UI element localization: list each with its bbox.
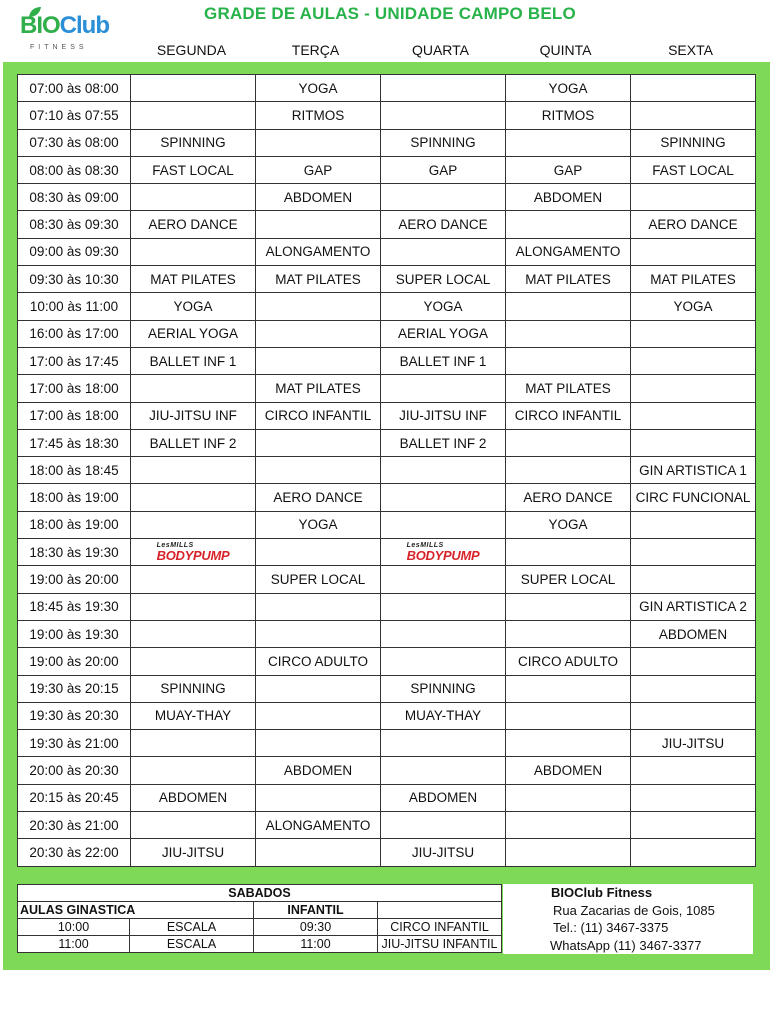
saturday-cell: 11:00 <box>18 936 130 953</box>
class-cell <box>631 429 756 456</box>
schedule-row <box>18 184 756 211</box>
class-cell <box>381 184 506 211</box>
schedule-row <box>18 211 756 238</box>
class-cell <box>131 730 256 757</box>
bodypump-logo <box>131 539 256 566</box>
class-cell <box>381 593 506 620</box>
lesmills-bodypump-logo <box>407 542 480 562</box>
class-cell <box>381 375 506 402</box>
schedule-row <box>18 730 756 757</box>
class-cell: ABDOMEN <box>506 184 631 211</box>
class-cell: AERO DANCE <box>256 484 381 511</box>
class-cell: BALLET INF 2 <box>381 429 506 456</box>
class-cell: ABDOMEN <box>381 784 506 811</box>
time-slot: 07:10 às 07:55 <box>18 102 131 129</box>
saturday-cell: ESCALA <box>130 936 254 953</box>
class-cell <box>131 484 256 511</box>
schedule-row <box>18 347 756 374</box>
class-cell: JIU-JITSU INF <box>131 402 256 429</box>
page-title: GRADE DE AULAS - UNIDADE CAMPO BELO <box>204 4 576 23</box>
class-cell: SUPER LOCAL <box>381 266 506 293</box>
day-header-thursday: QUINTA <box>539 42 592 58</box>
class-cell <box>131 102 256 129</box>
schedule-row <box>18 429 756 456</box>
class-cell <box>381 511 506 538</box>
class-cell: GAP <box>256 156 381 183</box>
time-slot: 20:00 às 20:30 <box>18 757 131 784</box>
time-slot: 08:30 às 09:30 <box>18 211 131 238</box>
day-header-monday: SEGUNDA <box>156 42 227 58</box>
class-cell: YOGA <box>506 511 631 538</box>
class-cell: AERO DANCE <box>506 484 631 511</box>
class-cell <box>381 648 506 675</box>
time-slot: 19:00 às 19:30 <box>18 620 131 647</box>
class-cell <box>131 238 256 265</box>
class-cell <box>256 211 381 238</box>
class-cell <box>506 457 631 484</box>
class-cell <box>506 784 631 811</box>
bodypump-program: BODYPUMP <box>406 548 480 564</box>
schedule-row <box>18 156 756 183</box>
saturday-gym-header: AULAS GINASTICA <box>18 902 254 919</box>
time-slot: 10:00 às 11:00 <box>18 293 131 320</box>
contact-whatsapp: WhatsApp (11) 3467-3377 <box>550 937 702 953</box>
schedule-row <box>18 620 756 647</box>
class-cell: MAT PILATES <box>506 375 631 402</box>
class-cell <box>256 320 381 347</box>
logo-subtitle: FITNESS <box>30 44 88 51</box>
class-cell <box>631 402 756 429</box>
saturday-title: SABADOS <box>18 885 502 902</box>
class-cell <box>506 702 631 729</box>
schedule-row <box>18 102 756 129</box>
saturday-kids-header: INFANTIL <box>254 902 378 919</box>
class-cell: YOGA <box>131 293 256 320</box>
class-cell <box>506 730 631 757</box>
day-headers <box>0 42 773 60</box>
class-cell: SUPER LOCAL <box>506 566 631 593</box>
class-cell: CIRCO ADULTO <box>506 648 631 675</box>
class-cell: GAP <box>381 156 506 183</box>
class-cell <box>381 75 506 102</box>
class-cell: ABDOMEN <box>131 784 256 811</box>
time-slot: 17:00 às 18:00 <box>18 375 131 402</box>
class-cell <box>131 566 256 593</box>
saturday-table <box>17 884 502 953</box>
class-cell <box>131 757 256 784</box>
time-slot: 16:00 às 17:00 <box>18 320 131 347</box>
class-cell <box>506 320 631 347</box>
class-cell: BALLET INF 2 <box>131 429 256 456</box>
class-cell: SPINNING <box>131 129 256 156</box>
class-cell: SPINNING <box>631 129 756 156</box>
saturday-cell: 09:30 <box>254 919 378 936</box>
contact-name: BIOClub Fitness <box>551 885 653 900</box>
time-slot: 17:00 às 18:00 <box>18 402 131 429</box>
bodypump-program: BODYPUMP <box>156 548 230 564</box>
time-slot: 18:45 às 19:30 <box>18 593 131 620</box>
class-cell: ABDOMEN <box>256 757 381 784</box>
class-cell: GAP <box>506 156 631 183</box>
lesmills-bodypump-logo <box>157 542 230 562</box>
class-cell <box>506 812 631 839</box>
saturday-row <box>18 919 502 936</box>
class-cell: AERO DANCE <box>631 211 756 238</box>
class-cell <box>631 511 756 538</box>
class-cell <box>631 648 756 675</box>
saturday-cell: CIRCO INFANTIL <box>378 919 502 936</box>
class-cell <box>506 620 631 647</box>
class-cell <box>631 347 756 374</box>
class-cell: ALONGAMENTO <box>506 238 631 265</box>
class-cell: JIU-JITSU INF <box>381 402 506 429</box>
class-cell: BALLET INF 1 <box>131 347 256 374</box>
class-cell <box>256 593 381 620</box>
schedule-row <box>18 266 756 293</box>
class-cell <box>381 457 506 484</box>
class-cell: JIU-JITSU <box>631 730 756 757</box>
schedule-row <box>18 75 756 102</box>
saturday-row <box>18 936 502 953</box>
class-cell <box>381 238 506 265</box>
class-cell <box>131 75 256 102</box>
schedule-row <box>18 402 756 429</box>
class-cell <box>381 757 506 784</box>
class-cell <box>381 730 506 757</box>
class-cell: MAT PILATES <box>256 266 381 293</box>
lesmills-brand: LesMILLS <box>156 542 194 550</box>
class-cell: GIN ARTISTICA 2 <box>631 593 756 620</box>
schedule-row <box>18 375 756 402</box>
class-cell <box>256 539 381 566</box>
class-cell: RITMOS <box>506 102 631 129</box>
class-cell: MUAY-THAY <box>381 702 506 729</box>
class-cell: ABDOMEN <box>506 757 631 784</box>
class-cell <box>506 839 631 866</box>
class-cell <box>131 620 256 647</box>
class-cell <box>631 702 756 729</box>
class-cell <box>131 184 256 211</box>
class-cell: YOGA <box>631 293 756 320</box>
class-cell <box>631 566 756 593</box>
class-cell: MAT PILATES <box>256 375 381 402</box>
class-cell: ABDOMEN <box>631 620 756 647</box>
class-cell <box>631 539 756 566</box>
time-slot: 19:30 às 20:15 <box>18 675 131 702</box>
class-cell <box>131 511 256 538</box>
class-cell <box>131 375 256 402</box>
weekly-schedule-table <box>17 74 756 867</box>
class-cell <box>381 620 506 647</box>
class-cell <box>256 293 381 320</box>
time-slot: 18:30 às 19:30 <box>18 539 131 566</box>
schedule-row <box>18 839 756 866</box>
schedule-row <box>18 648 756 675</box>
class-cell <box>256 457 381 484</box>
class-cell <box>631 184 756 211</box>
class-cell <box>631 675 756 702</box>
class-cell: FAST LOCAL <box>131 156 256 183</box>
class-cell <box>256 702 381 729</box>
class-cell <box>381 102 506 129</box>
schedule-row <box>18 457 756 484</box>
class-cell: ALONGAMENTO <box>256 812 381 839</box>
class-cell <box>381 812 506 839</box>
time-slot: 07:00 às 08:00 <box>18 75 131 102</box>
class-cell: MAT PILATES <box>131 266 256 293</box>
class-cell <box>256 347 381 374</box>
day-header-friday: SEXTA <box>668 42 713 58</box>
class-cell: AERIAL YOGA <box>381 320 506 347</box>
class-cell <box>631 839 756 866</box>
class-cell: SPINNING <box>381 675 506 702</box>
logo-wordmark: BIOClub <box>20 12 109 39</box>
class-cell: ABDOMEN <box>256 184 381 211</box>
class-cell <box>506 129 631 156</box>
class-cell: CIRC FUNCIONAL <box>631 484 756 511</box>
class-cell: RITMOS <box>256 102 381 129</box>
schedule-row <box>18 539 756 566</box>
class-cell <box>381 484 506 511</box>
class-cell <box>131 812 256 839</box>
time-slot: 20:30 às 22:00 <box>18 839 131 866</box>
class-cell <box>256 839 381 866</box>
class-cell: SUPER LOCAL <box>256 566 381 593</box>
schedule-row <box>18 129 756 156</box>
time-slot: 19:00 às 20:00 <box>18 566 131 593</box>
class-cell: AERO DANCE <box>131 211 256 238</box>
class-cell: JIU-JITSU <box>381 839 506 866</box>
time-slot: 20:15 às 20:45 <box>18 784 131 811</box>
saturday-cell: 11:00 <box>254 936 378 953</box>
day-header-tuesday: TERÇA <box>291 42 340 58</box>
class-cell <box>631 757 756 784</box>
schedule-row <box>18 784 756 811</box>
time-slot: 17:45 às 18:30 <box>18 429 131 456</box>
schedule-row <box>18 702 756 729</box>
class-cell <box>381 566 506 593</box>
class-cell: BALLET INF 1 <box>381 347 506 374</box>
bodypump-logo <box>381 539 506 566</box>
class-cell: JIU-JITSU <box>131 839 256 866</box>
time-slot: 18:00 às 18:45 <box>18 457 131 484</box>
class-cell: SPINNING <box>131 675 256 702</box>
class-cell: ALONGAMENTO <box>256 238 381 265</box>
time-slot: 09:00 às 09:30 <box>18 238 131 265</box>
class-cell <box>631 812 756 839</box>
class-cell <box>631 75 756 102</box>
class-cell <box>256 784 381 811</box>
time-slot: 19:30 às 21:00 <box>18 730 131 757</box>
time-slot: 17:00 às 17:45 <box>18 347 131 374</box>
saturday-cell: ESCALA <box>130 919 254 936</box>
schedule-row <box>18 293 756 320</box>
time-slot: 09:30 às 10:30 <box>18 266 131 293</box>
saturday-cell: JIU-JITSU INFANTIL <box>378 936 502 953</box>
class-cell <box>631 238 756 265</box>
class-cell <box>506 539 631 566</box>
schedule-row <box>18 757 756 784</box>
class-cell: YOGA <box>256 511 381 538</box>
contact-address: Rua Zacarias de Gois, 1085 <box>553 902 715 918</box>
class-cell <box>506 429 631 456</box>
time-slot: 19:30 às 20:30 <box>18 702 131 729</box>
class-cell <box>506 593 631 620</box>
lesmills-brand: LesMILLS <box>406 542 444 550</box>
class-cell <box>506 347 631 374</box>
class-cell <box>256 730 381 757</box>
contact-phone: Tel.: (11) 3467-3375 <box>553 920 669 935</box>
class-cell <box>631 320 756 347</box>
time-slot: 20:30 às 21:00 <box>18 812 131 839</box>
class-cell: SPINNING <box>381 129 506 156</box>
class-cell: MAT PILATES <box>506 266 631 293</box>
class-cell <box>256 620 381 647</box>
contact-box <box>503 884 753 954</box>
class-cell: AERIAL YOGA <box>131 320 256 347</box>
class-cell <box>631 375 756 402</box>
time-slot: 18:00 às 19:00 <box>18 511 131 538</box>
class-cell <box>256 129 381 156</box>
schedule-row <box>18 812 756 839</box>
class-cell: YOGA <box>256 75 381 102</box>
class-cell: CIRCO INFANTIL <box>506 402 631 429</box>
class-cell: MAT PILATES <box>631 266 756 293</box>
time-slot: 08:30 às 09:00 <box>18 184 131 211</box>
class-cell: AERO DANCE <box>381 211 506 238</box>
schedule-row <box>18 484 756 511</box>
day-header-wednesday: QUARTA <box>411 42 470 58</box>
class-cell <box>256 429 381 456</box>
time-slot: 08:00 às 08:30 <box>18 156 131 183</box>
class-cell <box>131 648 256 675</box>
class-cell: GIN ARTISTICA 1 <box>631 457 756 484</box>
schedule-row <box>18 511 756 538</box>
class-cell <box>631 102 756 129</box>
time-slot: 18:00 às 19:00 <box>18 484 131 511</box>
schedule-row <box>18 320 756 347</box>
class-cell <box>131 457 256 484</box>
time-slot: 19:00 às 20:00 <box>18 648 131 675</box>
class-cell <box>131 593 256 620</box>
schedule-row <box>18 238 756 265</box>
class-cell: MUAY-THAY <box>131 702 256 729</box>
time-slot: 07:30 às 08:00 <box>18 129 131 156</box>
saturday-cell: 10:00 <box>18 919 130 936</box>
class-cell <box>256 675 381 702</box>
class-cell: CIRCO ADULTO <box>256 648 381 675</box>
class-cell <box>506 211 631 238</box>
class-cell <box>631 784 756 811</box>
class-cell: CIRCO INFANTIL <box>256 402 381 429</box>
schedule-row <box>18 593 756 620</box>
schedule-row <box>18 566 756 593</box>
class-cell: FAST LOCAL <box>631 156 756 183</box>
class-cell: YOGA <box>381 293 506 320</box>
class-cell <box>506 293 631 320</box>
class-cell <box>506 675 631 702</box>
saturday-empty-cell <box>378 902 502 919</box>
schedule-row <box>18 675 756 702</box>
class-cell: YOGA <box>506 75 631 102</box>
